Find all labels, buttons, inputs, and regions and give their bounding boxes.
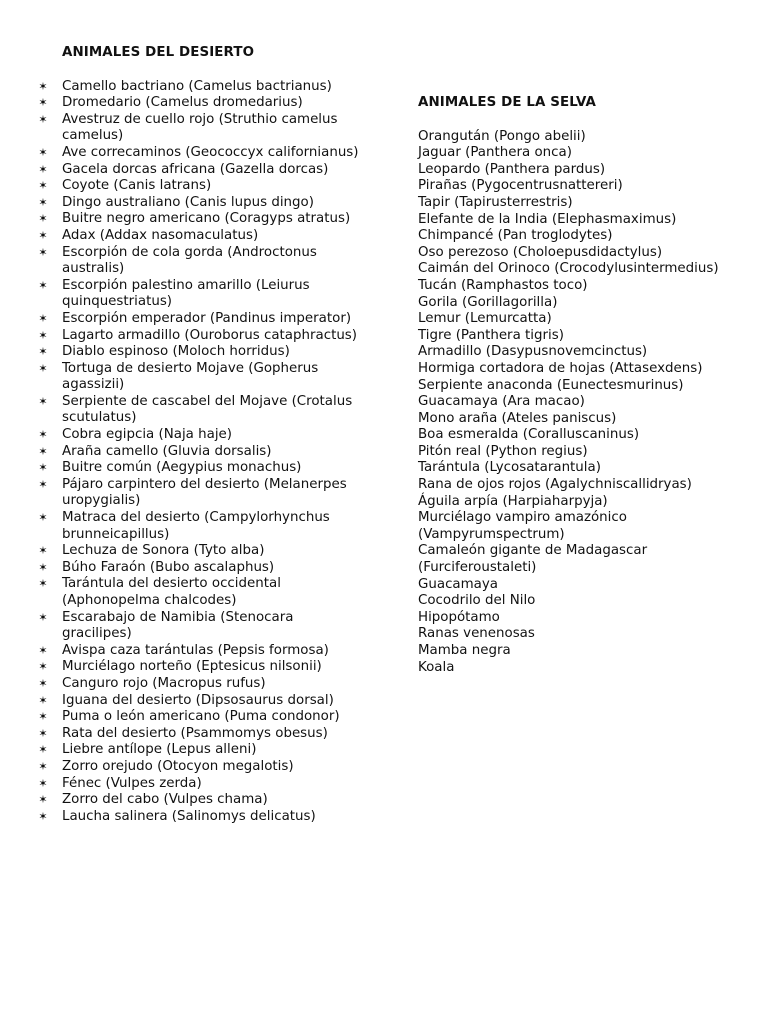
star-bullet-icon: ✶ [38,361,48,375]
jungle-list-item: Lemur (Lemurcatta) [418,311,552,327]
star-bullet-icon: ✶ [38,212,48,226]
desert-animal-name: Liebre antílope (Lepus alleni) [62,742,257,758]
jungle-animal-list [418,129,748,677]
star-bullet-icon: ✶ [38,577,48,591]
star-bullet-icon: ✶ [38,179,48,193]
desert-list-item [38,692,362,710]
desert-animal-name: Puma o león americano (Puma condonor) [62,709,340,725]
desert-list-item [38,227,362,245]
desert-animal-name: Fénec (Vulpes zerda) [62,775,202,791]
desert-list-item [38,659,362,676]
jungle-list-item: Boa esmeralda (Coralluscaninus) [418,427,640,443]
desert-list-item [38,775,362,793]
star-bullet-icon: ✶ [38,676,48,690]
desert-animal-name: Coyote (Canis latrans) [62,178,212,194]
desert-animal-name: Camello bactriano (Camelus bactrianus) [62,78,332,94]
desert-animal-name: Canguro rojo (Macropus rufus) [62,675,266,691]
desert-animal-name: Buitre común (Aegypius monachus) [62,460,302,476]
star-bullet-icon: ✶ [38,809,48,823]
jungle-list-item: Serpiente anaconda (Eunectesmurinus) [418,377,684,393]
desert-list-item [38,310,362,328]
desert-animal-name: Escarabajo de Namibia (Stenocara gracilipes) [62,609,294,642]
desert-animal-name: Adax (Addax nasomaculatus) [62,227,259,243]
desert-list-item [38,576,362,609]
jungle-list-item: Tapir (Tapirusterrestris) [418,194,573,210]
star-bullet-icon: ✶ [38,660,48,674]
star-bullet-icon: ✶ [38,743,48,757]
desert-heading: ANIMALES DEL DESIERTO [62,45,255,60]
desert-animal-name: Araña camello (Gluvia dorsalis) [62,443,272,459]
desert-list-item [38,244,362,278]
desert-list-item [38,360,362,394]
star-bullet-icon: ✶ [38,477,48,491]
jungle-list-item: Murciélago vampiro amazónico (Vampyrumspectrum) [418,510,627,542]
star-bullet-icon: ✶ [38,643,48,657]
desert-animal-name: Búho Faraón (Bubo ascalaphus) [62,559,275,575]
jungle-list-item: Tigre (Panthera tigris) [418,327,564,343]
jungle-list-item: Pitón real (Python regius) [418,443,588,459]
desert-animal-name: Lagarto armadillo (Ouroborus cataphractus) [62,327,358,343]
desert-list-item [38,758,362,776]
jungle-heading: ANIMALES DE LA SELVA [418,95,597,110]
desert-animal-name: Dingo australiano (Canis lupus dingo) [62,194,314,210]
desert-list-item [38,277,362,311]
jungle-list-item: Tucán (Ramphastos toco) [418,277,588,293]
desert-list-item [38,725,362,743]
star-bullet-icon: ✶ [38,245,48,259]
desert-list-item [38,95,362,112]
desert-list-item [38,443,362,461]
desert-list-item [38,609,362,643]
jungle-list-item: Chimpancé (Pan troglodytes) [418,228,613,244]
jungle-list-item: Leopardo (Panthera pardus) [418,161,606,177]
jungle-list-item: Mono araña (Ateles paniscus) [418,410,617,426]
star-bullet-icon: ✶ [38,328,48,342]
jungle-list-item: Hipopótamo [418,609,500,625]
star-bullet-icon: ✶ [38,793,48,807]
desert-animal-name: Tortuga de desierto Mojave (Gopherus agassizii) [62,360,319,393]
desert-list-item [38,194,362,212]
star-bullet-icon: ✶ [38,610,48,624]
desert-list-item [38,460,362,477]
jungle-list-item: Cocodrilo del Nilo [418,593,536,609]
desert-animal-name: Cobra egipcia (Naja haje) [62,427,233,443]
star-bullet-icon: ✶ [38,511,48,525]
jungle-list-item: Guacamaya (Ara macao) [418,394,585,410]
desert-animal-name: Dromedario (Camelus dromedarius) [62,95,303,111]
star-bullet-icon: ✶ [38,195,48,209]
jungle-list-item: Tarántula (Lycosatarantula) [418,460,601,476]
jungle-section [418,95,748,676]
jungle-list-item: Koala [418,659,455,675]
star-bullet-icon: ✶ [38,112,48,126]
star-bullet-icon: ✶ [38,278,48,292]
desert-animal-name: Escorpión emperador (Pandinus imperator) [62,310,352,326]
star-bullet-icon: ✶ [38,560,48,574]
star-bullet-icon: ✶ [38,145,48,159]
star-bullet-icon: ✶ [38,394,48,408]
jungle-list-item: Mamba negra [418,643,511,658]
jungle-list-item: Caimán del Orinoco (Crocodylusintermedius) [418,261,719,277]
desert-list-item [38,808,362,826]
star-bullet-icon: ✶ [38,759,48,773]
desert-list-item [38,559,362,577]
jungle-list-item: Rana de ojos rojos (Agalychniscallidryas) [418,477,692,493]
desert-animal-list [38,78,362,826]
jungle-list-item: Camaleón gigante de Madagascar (Furciferoustaleti) [418,543,648,576]
desert-list-item [38,178,362,195]
desert-list-item [38,792,362,809]
desert-animal-name: Serpiente de cascabel del Mojave (Crotalus scutulatus) [62,393,353,426]
desert-animal-name: Zorro del cabo (Vulpes chama) [62,792,268,808]
desert-list-item [38,642,362,660]
star-bullet-icon: ✶ [38,428,48,442]
star-bullet-icon: ✶ [38,162,48,176]
desert-list-item [38,78,362,96]
desert-animal-name: Matraca del desierto (Campylorhynchus brunneicapillus) [62,510,330,542]
desert-animal-name: Murciélago norteño (Eptesicus nilsonii) [62,659,322,675]
star-bullet-icon: ✶ [38,444,48,458]
desert-list-item [38,393,362,427]
star-bullet-icon: ✶ [38,544,48,558]
desert-list-item [38,510,362,543]
star-bullet-icon: ✶ [38,311,48,325]
desert-list-item [38,211,362,228]
star-bullet-icon: ✶ [38,461,48,475]
star-bullet-icon: ✶ [38,726,48,740]
desert-animal-name: Gacela dorcas africana (Gazella dorcas) [62,161,329,177]
desert-list-item [38,161,362,179]
desert-animal-name: Iguana del desierto (Dipsosaurus dorsal) [62,692,334,708]
desert-list-item [38,476,362,510]
desert-animal-name: Escorpión de cola gorda (Androctonus australis) [62,244,317,277]
desert-list-item [38,111,362,145]
jungle-list-item: Armadillo (Dasypusnovemcinctus) [418,344,648,360]
desert-list-item [38,144,362,162]
star-bullet-icon: ✶ [38,96,48,110]
desert-animal-name: Ave correcaminos (Geococcyx californianus) [62,144,359,160]
jungle-list-item: Pirañas (Pygocentrusnattereri) [418,178,623,194]
star-bullet-icon: ✶ [38,710,48,724]
desert-list-item [38,675,362,693]
desert-animal-name: Escorpión palestino amarillo (Leiurus quinquestriatus) [62,277,310,310]
star-bullet-icon: ✶ [38,345,48,359]
jungle-list-item: Jaguar (Panthera onca) [418,145,572,161]
star-bullet-icon: ✶ [38,79,48,93]
jungle-list-item: Oso perezoso (Choloepusdidactylus) [418,244,663,260]
jungle-list-item: Guacamaya [418,576,499,592]
jungle-list-item: Hormiga cortadora de hojas (Attasexdens) [418,360,703,376]
desert-animal-name: Tarántula del desierto occidental (Aphonopelma chalcodes) [62,576,281,608]
desert-animal-name: Diablo espinoso (Moloch horridus) [62,344,290,360]
desert-list-item [38,327,362,345]
desert-list-item [38,709,362,726]
jungle-list-item: Orangután (Pongo abelii) [418,128,586,144]
desert-animal-name: Avestruz de cuello rojo (Struthio camelus camelus) [62,111,338,144]
desert-list-item [38,427,362,444]
star-bullet-icon: ✶ [38,776,48,790]
jungle-list-item: Águila arpía (Harpiaharpyja) [418,493,608,509]
star-bullet-icon: ✶ [38,693,48,707]
desert-list-item [38,344,362,361]
jungle-list-item: Gorila (Gorillagorilla) [418,294,558,310]
desert-animal-name: Laucha salinera (Salinomys delicatus) [62,808,316,824]
jungle-list-item: Elefante de la India (Elephasmaximus) [418,211,677,227]
desert-animal-name: Lechuza de Sonora (Tyto alba) [62,543,265,559]
jungle-list-item: Ranas venenosas [418,626,535,642]
desert-animal-name: Buitre negro americano (Coragyps atratus) [62,211,351,227]
desert-list-item [38,742,362,759]
desert-animal-name: Zorro orejudo (Otocyon megalotis) [62,758,294,774]
desert-animal-name: Rata del desierto (Psammomys obesus) [62,725,328,741]
desert-section [38,45,362,825]
desert-animal-name: Pájaro carpintero del desierto (Melanerpes uropygialis) [62,476,347,509]
desert-list-item [38,543,362,560]
desert-animal-name: Avispa caza tarántulas (Pepsis formosa) [62,642,329,658]
star-bullet-icon: ✶ [38,228,48,242]
